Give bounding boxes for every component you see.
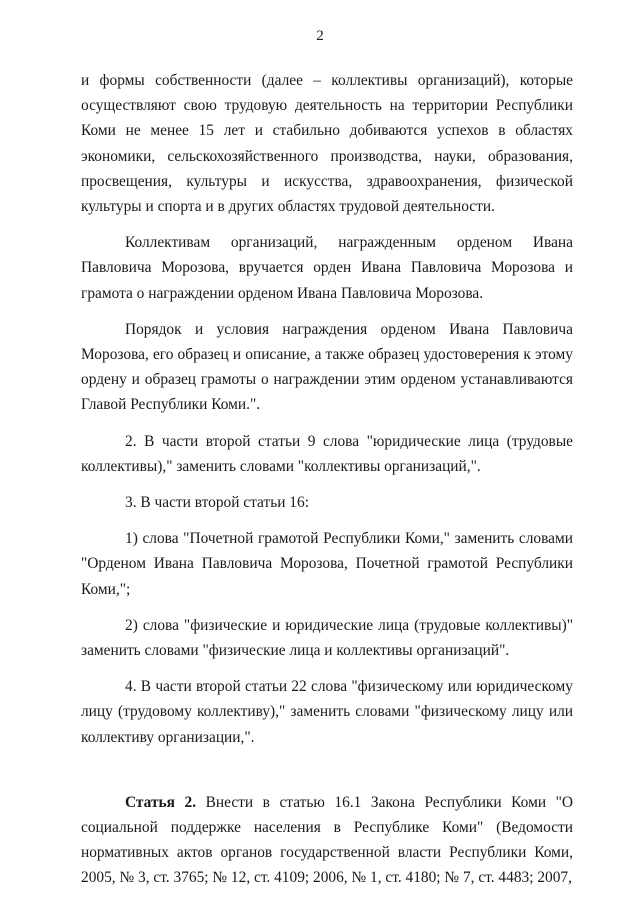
paragraph-item-4: 4. В части второй статьи 22 слова "физическому или юридическому лицу (трудовому коллективу)," заменить словами "физическому лицу или коллективу организации,".	[81, 678, 573, 746]
paragraph-continuation: и формы собственности (далее – коллективы организаций), которые осуществляют свою трудовую деятельность на территории Республики Коми не менее 15 лет и стабильно добиваются успехов в областях экономики, сельскохозяйственного производства, науки, образования, просвещения, культуры и искусства, здравоохранения, физической культуры и спорта и в других областях трудовой деятельности.	[81, 72, 573, 216]
paragraph-award-procedure: Порядок и условия награждения орденом Ивана Павловича Морозова, его образец и описание, а также образец удостоверения к этому ордену и образец грамоты о награждении этим орденом устанавливаются Главой Республики Коми.".	[81, 320, 573, 414]
article-2-text: Внести в статью 16.1 Закона Республики Коми "О социальной поддержке населения в Республике Коми" (Ведомости нормативных актов органов государственной власти Республики Коми, 2005, № 3, ст. 3765; № 12, ст. 4109; 2006, № 1, ст. 4180; № 7, ст. 4483; 2007,	[81, 793, 573, 887]
paragraph-item-2: 2. В части второй статьи 9 слова "юридические лица (трудовые коллективы)," заменить словами "коллективы организаций,".	[81, 432, 573, 475]
paragraph-subitem-1: 1) слова "Почетной грамотой Республики Коми," заменить словами "Орденом Ивана Павловича Морозова, Почетной грамотой Республики Коми,";	[81, 530, 573, 598]
page-number: 2	[316, 28, 324, 44]
paragraph-item-3: 3. В части второй статьи 16:	[125, 494, 309, 512]
article-2-title: Статья 2.	[125, 793, 197, 811]
paragraph-award-presentation: Коллективам организаций, награжденным орденом Ивана Павловича Морозова, вручается орден Ивана Павловича Морозова и грамота о награждении орденом Ивана Павловича Морозова.	[81, 234, 573, 302]
paragraph-article-2	[81, 790, 573, 891]
paragraph-subitem-2: 2) слова "физические и юридические лица (трудовые коллективы)" заменить словами "физические лица и коллективы организаций".	[81, 616, 573, 660]
document-body	[81, 68, 573, 891]
